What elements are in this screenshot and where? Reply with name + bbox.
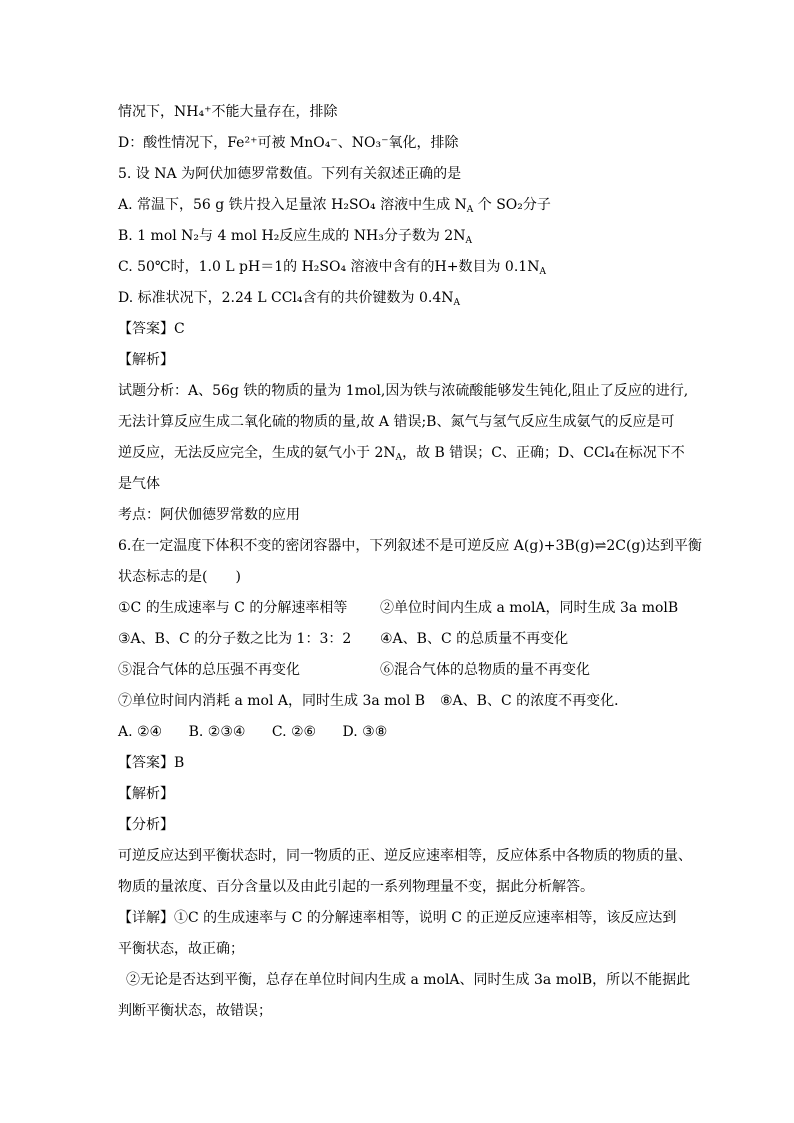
detail-line: 【详解】①C 的生成速率与 C 的分解速率相等，说明 C 的正逆反应速率相等，该反应达到 xyxy=(118,910,677,926)
knowledge-point: 考点：阿伏伽德罗常数的应用 xyxy=(118,507,300,523)
analysis-subheading: 【分析】 xyxy=(118,817,174,833)
statement-3: ③A、B、C 的分子数之比为 1：3：2 xyxy=(118,631,352,647)
text-line: D：酸性情况下，Fe²⁺可被 MnO₄⁻、NO₃⁻氧化，排除 xyxy=(118,135,459,151)
option-b: B. ②③④ xyxy=(188,724,246,740)
analysis-label: 【解析】 xyxy=(118,352,174,368)
question-6-stem: 6.在一定温度下体积不变的密闭容器中，下列叙述不是可逆反应 A(g)+3B(g)⇌2C(g)达到平衡 xyxy=(118,538,702,554)
detail-line: 判断平衡状态，故错误； xyxy=(118,1003,272,1019)
explanation-line: 是气体 xyxy=(118,476,160,492)
answer-label: 【答案】C xyxy=(118,321,185,337)
question-5-option-b: B. 1 mol N₂与 4 mol H₂反应生成的 NH₃分子数为 $2N_A$ xyxy=(118,228,472,246)
question-5-option-a: A. 常温下，56 g 铁片投入足量浓 H₂SO₄ 溶液中生成 $N_A$ 个 SO₂分子 xyxy=(118,197,551,215)
question-5-stem: 5. 设 NA 为阿伏加德罗常数值。下列有关叙述正确的是 xyxy=(118,166,462,182)
statement-7: ⑦单位时间内消耗 a mol A，同时生成 3a mol B xyxy=(118,693,426,709)
answer-label: 【答案】B xyxy=(118,755,185,771)
option-d: D. ③⑧ xyxy=(342,724,388,740)
statement-row xyxy=(118,661,698,679)
question-5-option-c: C. 50℃时，1.0 L pH＝1的 H₂SO₄ 溶液中含有的H+数目为 $0.1N_A$ xyxy=(118,259,546,277)
explanation-line: 逆反应，无法反应完全，生成的氨气小于 $2N_A$，故 B 错误；C、正确；D、CCl₄在标况下不 xyxy=(118,445,685,463)
question-6-options xyxy=(118,723,698,741)
statement-6: ⑥混合气体的总物质的量不再变化 xyxy=(380,662,590,678)
statement-row xyxy=(118,630,698,648)
text-line: 情况下，NH₄⁺不能大量存在，排除 xyxy=(118,104,338,120)
analysis-line: 可逆反应达到平衡状态时，同一物质的正、逆反应速率相等，反应体系中各物质的物质的量、 xyxy=(118,848,692,864)
statement-1: ①C 的生成速率与 C 的分解速率相等 xyxy=(118,600,348,616)
statement-8: ⑧A、B、C 的浓度不再变化． xyxy=(440,693,629,709)
detail-line: 平衡状态，故正确； xyxy=(118,941,244,957)
statement-row xyxy=(118,692,698,710)
statement-4: ④A、B、C 的总质量不再变化 xyxy=(380,631,569,647)
option-c: C. ②⑥ xyxy=(271,724,317,740)
explanation-line: 试题分析：A、56g 铁的物质的量为 1mol,因为铁与浓硫酸能够发生钝化,阻止了反应的进行, xyxy=(118,383,689,399)
question-6-stem: 状态标志的是( ) xyxy=(118,569,241,585)
statement-2: ②单位时间内生成 a molA，同时生成 3a molB xyxy=(380,600,679,616)
question-5-option-d: D. 标准状况下，2.24 L CCl₄含有的共价键数为 $0.4N_A$ xyxy=(118,290,460,308)
analysis-line: 物质的量浓度、百分含量以及由此引起的一系列物理量不变，据此分析解答。 xyxy=(118,879,594,895)
analysis-label: 【解析】 xyxy=(118,786,174,802)
explanation-line: 无法计算反应生成二氧化硫的物质的量,故 A 错误;B、氮气与氢气反应生成氨气的反应是可 xyxy=(118,414,675,430)
statement-row xyxy=(118,599,698,617)
statement-5: ⑤混合气体的总压强不再变化 xyxy=(118,662,300,678)
option-a: A. ②④ xyxy=(118,724,163,740)
detail-line: ②无论是否达到平衡，总存在单位时间内生成 a molA、同时生成 3a molB，所以不能据此 xyxy=(126,972,691,988)
